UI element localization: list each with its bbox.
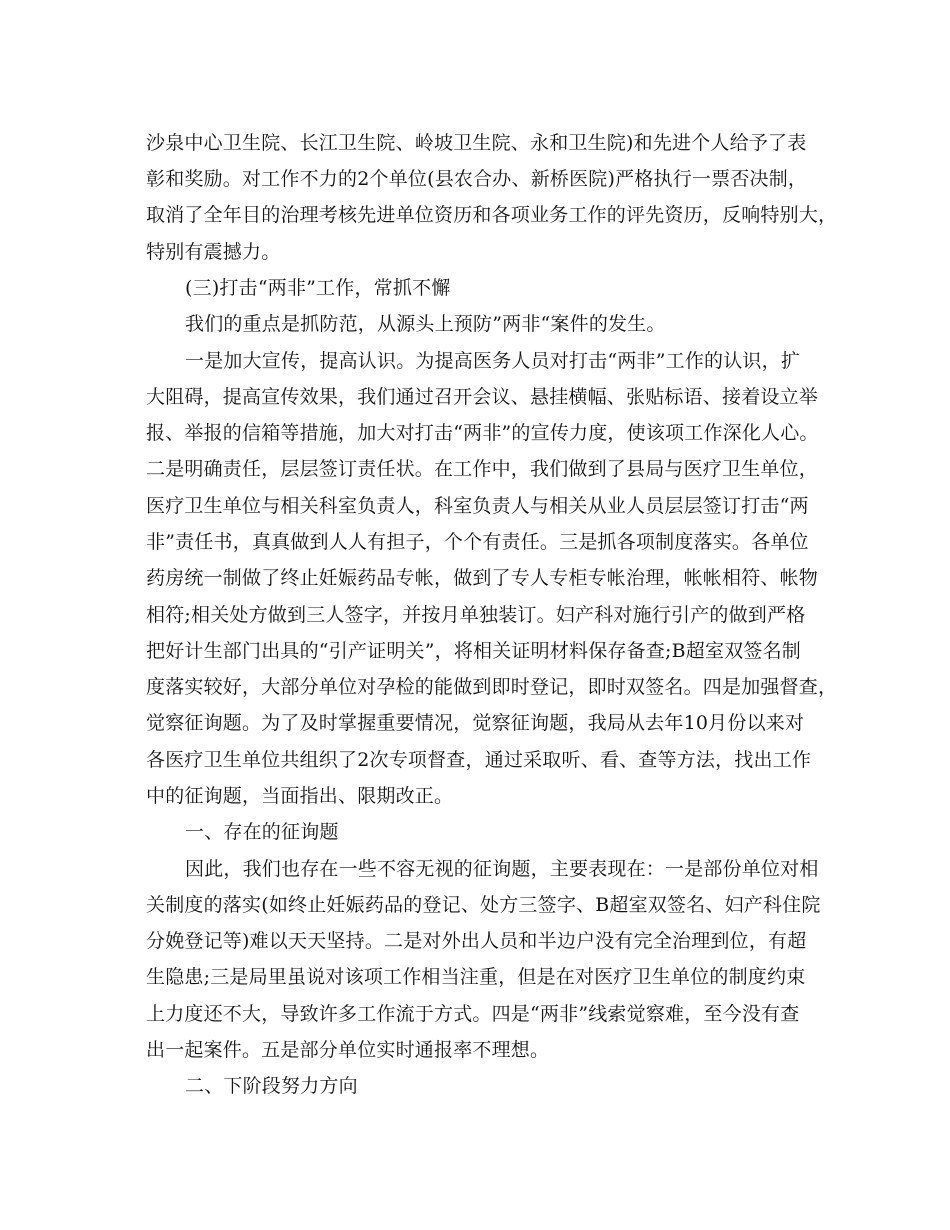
body-text-line: 医疗卫生单位与相关科室负责人，科室负责人与相关从业人员层层签订打击“两 xyxy=(146,495,809,517)
section-heading: 二、下阶段努力方向 xyxy=(185,1075,358,1097)
paragraph-start: 因此，我们也存在一些不容无视的征询题，主要表现在：一是部份单位对相 xyxy=(185,858,819,880)
paragraph-start: 我们的重点是抓防范，从源头上预防”两非“案件的发生。 xyxy=(185,313,666,335)
body-text-line: 度落实较好，大部分单位对孕检的能做到即时登记，即时双签名。四是加强督查， xyxy=(146,676,838,698)
body-text-line: 特别有震撼力。 xyxy=(146,241,281,263)
body-text-line: 报、举报的信箱等措施，加大对打击“两非”的宣传力度，使该项工作深化人心。 xyxy=(146,422,819,444)
body-text-line: 大阻碍，提高宣传效果，我们通过召开会议、悬挂横幅、张贴标语、接着设立举 xyxy=(146,386,819,408)
body-text-line: 非”责任书，真真做到人人有担子，个个有责任。三是抓各项制度落实。各单位 xyxy=(146,531,809,553)
body-text-line: 把好计生部门出具的“引产证明关”，将相关证明材料保存备查;B超室双签名制 xyxy=(146,640,801,662)
body-text-line: 觉察征询题。为了及时掌握重要情况，觉察征询题，我局从去年10月份以来对 xyxy=(146,712,805,734)
body-text-line: 取消了全年目的治理考核先进单位资历和各项业务工作的评先资历，反响特别大， xyxy=(146,204,838,226)
body-text-line: 分娩登记等)难以天天坚持。二是对外出人员和半边户没有完全治理到位，有超 xyxy=(146,930,807,952)
body-text-line: 中的征询题，当面指出、限期改正。 xyxy=(146,785,454,807)
section-heading: 一、存在的征询题 xyxy=(185,821,339,843)
body-text-line: 生隐患;三是局里虽说对该项工作相当注重，但是在对医疗卫生单位的制度约束 xyxy=(146,966,806,988)
body-text-line: 各医疗卫生单位共组织了2次专项督查，通过采取听、看、查等方法，找出工作 xyxy=(146,749,812,771)
paragraph-start: 一是加大宣传，提高认识。为提高医务人员对打击“两非”工作的认识，扩 xyxy=(185,350,801,372)
body-text-line: 沙泉中心卫生院、长江卫生院、岭坡卫生院、永和卫生院)和先进个人给予了表 xyxy=(146,132,807,154)
body-text-line: 二是明确责任，层层签订责任状。在工作中，我们做到了县局与医疗卫生单位， xyxy=(146,458,819,480)
section-heading: (三)打击“两非”工作，常抓不懈 xyxy=(185,277,451,299)
body-text-line: 药房统一制做了终止妊娠药品专帐，做到了专人专柜专帐治理，帐帐相符、帐物 xyxy=(146,567,819,589)
body-text-line: 彰和奖励。对工作不力的2个单位(县农合办、新桥医院)严格执行一票否决制， xyxy=(146,168,808,190)
body-text-line: 关制度的落实(如终止妊娠药品的登记、处方三签字、B超室双签名、妇产科住院 xyxy=(146,894,821,916)
body-text-line: 上力度还不大，导致许多工作流于方式。四是“两非”线索觉察难，至今没有查 xyxy=(146,1003,800,1025)
body-text-line: 出一起案件。五是部分单位实时通报率不理想。 xyxy=(146,1039,550,1061)
body-text-line: 相符;相关处方做到三人签字，并按月单独装订。妇产科对施行引产的做到严格 xyxy=(146,604,806,626)
